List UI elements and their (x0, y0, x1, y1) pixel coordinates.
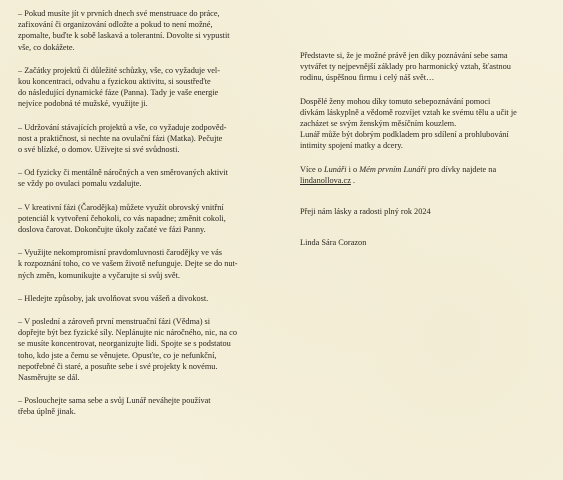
more-suffix: pro dívky najdete na (426, 164, 497, 174)
website-link[interactable]: lindanollova.cz (300, 175, 351, 185)
paragraph-listen-yourself: – Poslouchejte sama sebe a svůj Lunář neváhejte používat třeba úplně jinak. (18, 396, 211, 417)
left-column (18, 0, 270, 430)
right-column (300, 0, 550, 260)
new-year-wish: Přeji nám lásky a radosti plný rok 2024 (300, 207, 431, 217)
paragraph-more-info (300, 164, 550, 186)
more-mid: i o (346, 164, 360, 174)
paragraph-work-menstruation: – Pokud musíte jít v prvních dnech své menstruace do práce, zafixování či organizování odložte a pokud to není možné, zpomalte, buďte k sobě laskavá a tolerantní. Dovolte si vypustit vše, co dokážete. (18, 9, 230, 52)
paragraph-adult-women: Dospělé ženy mohou díky tomuto sebepoznávání pomoci dívkám láskyplně a vědomě rozvíjet vztah ke svému tělu a učit je zacházet se svým ženským měsíčním kouzlem. Lunář může být dobrým podkladem pro sdílení a prohlubování intimity spojení matky a dcery. (300, 96, 517, 151)
author-signature: Linda Sára Corazon (300, 238, 367, 248)
paragraph-passion: – Hledejte způsoby, jak uvolňovat svou vášeň a divokost. (18, 293, 209, 303)
paragraph-after-ovulation: – Od fyzicky či mentálně náročných a ven směrovaných aktivit se vždy po ovulaci pomalu vzdalujte. (18, 168, 228, 189)
more-end: . (350, 175, 356, 185)
more-title-first-lunar: Mém prvním Lunáři (359, 164, 427, 174)
paragraph-project-beginnings: – Začátky projektů či důležité schůzky, vše, co vyžaduje vel- kou koncentraci, odvahu a fyzickou aktivitu, si soustřeďte do následující dynamické fáze (Panna). Tady je vaše energie nejvíce podobná té mužské, využijte ji. (18, 65, 220, 109)
paragraph-maintaining-projects: – Udržování stávajících projektů a vše, co vyžaduje zodpověd- nost a praktičnost, si nechte na ovulační fázi (Matka). Pečujte o své blízké, o domov. Užívejte si své svůdnosti. (18, 122, 227, 155)
more-title-lunar: Lunáři (323, 164, 347, 174)
more-prefix: Více o (300, 164, 324, 174)
paragraph-creative-phase: – V kreativní fázi (Čarodějka) můžete využít obrovský vnitřní potenciál k vytvoření čehokoli, co vás napadne; změnit cokoli, doslova čarovat. Dokončujte úkoly začaté ve fázi Panny. (18, 202, 226, 235)
paragraph-witch-truthfulness: – Využijte nekompromisní pravdomluvnosti čarodějky ve vás k rozpoznání toho, co ve vašem životě nefunguje. Dejte se do nut- ných změn, komunikujte a vyčarujte si svůj svět. (18, 248, 238, 280)
paragraph-imagine: Představte si, že je možné právě jen díky poznávání sebe sama vytvářet ty nejpevnější základy pro harmonický vztah, šťastnou rodinu, úspěšnou firmu i celý náš svět… (300, 51, 511, 83)
paragraph-last-phase: – V poslední a zároveň první menstruační fázi (Vědma) si dopřejte být bez fyzické síly. Neplánujte nic náročného, nic, na co se musíte koncentrovat, neorganizujte lidi. Spojte se s podstatou toho, kdo jste a čemu se věnujete. Opusťte, co je nefunkční, nepotřebné či staré, a posuňte sebe i své projekty k novému. Nasměrujte se dál. (18, 317, 238, 383)
